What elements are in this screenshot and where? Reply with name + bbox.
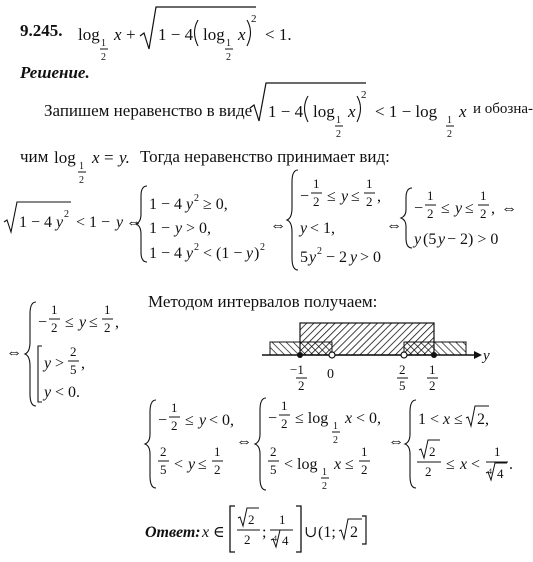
svg-text:< 1 −: < 1 − (76, 214, 111, 231)
svg-text:2: 2 (333, 435, 338, 446)
svg-text:1 − 4: 1 − 4 (149, 245, 183, 262)
svg-text:> 0,: > 0, (186, 220, 212, 237)
svg-text:y.: y. (119, 148, 130, 167)
svg-text:2: 2 (248, 512, 255, 527)
tick-zero: 0 (327, 367, 334, 382)
svg-text:y: y (44, 355, 52, 372)
svg-text:< log: < log (284, 456, 318, 473)
svg-text:2: 2 (70, 344, 77, 359)
svg-text:1: 1 (366, 176, 373, 191)
svg-text:1: 1 (101, 38, 106, 49)
answer-label: Ответ: (145, 524, 201, 541)
svg-text:;: ; (262, 524, 267, 541)
svg-text:2: 2 (322, 481, 327, 492)
svg-text:x: x (114, 25, 122, 44)
svg-text:5: 5 (160, 462, 167, 477)
svg-text:≤: ≤ (454, 411, 463, 428)
svg-text:(5: (5 (423, 231, 437, 248)
svg-text:5: 5 (300, 249, 308, 266)
svg-text:2: 2 (101, 52, 106, 63)
svg-text:x: x (92, 148, 100, 167)
svg-text:≤: ≤ (351, 188, 360, 205)
svg-text:y: y (79, 314, 87, 331)
svg-text:2: 2 (281, 416, 288, 431)
tick-half: 1 (429, 362, 436, 377)
svg-text:2: 2 (429, 378, 436, 393)
svg-text:1: 1 (322, 467, 327, 478)
svg-text:x: x (459, 102, 467, 121)
svg-text:): ) (254, 245, 260, 262)
svg-text:y: y (414, 231, 422, 248)
svg-text:1: 1 (51, 302, 58, 317)
svg-text:2: 2 (160, 444, 167, 459)
svg-text:2: 2 (194, 242, 199, 253)
svg-text:1: 1 (480, 188, 487, 203)
svg-text:>: > (55, 355, 65, 372)
svg-text:< 1,: < 1, (310, 220, 336, 237)
svg-text:⇔: ⇔ (501, 200, 517, 217)
svg-text:⇔: ⇔ (126, 214, 142, 231)
svg-text:≤: ≤ (327, 188, 336, 205)
svg-text:log: log (313, 102, 335, 121)
svg-text:1: 1 (447, 115, 452, 126)
svg-text:4: 4 (273, 534, 277, 543)
svg-text:> 0: > 0 (360, 249, 382, 266)
svg-text:< 0.: < 0. (55, 384, 81, 401)
svg-text:⇔: ⇔ (6, 344, 22, 361)
svg-text:≤: ≤ (345, 456, 354, 473)
svg-text:1: 1 (427, 188, 434, 203)
svg-text:2: 2 (361, 89, 367, 101)
intro-text: Запишем неравенство в виде (44, 101, 253, 120)
svg-text:1: 1 (281, 398, 288, 413)
svg-text:4: 4 (282, 533, 289, 548)
svg-text:≤ log: ≤ log (295, 410, 329, 427)
svg-text:< 0,: < 0, (356, 410, 382, 427)
svg-text:2: 2 (429, 444, 436, 459)
svg-text:x: x (334, 456, 342, 473)
svg-text:−: − (414, 200, 424, 217)
svg-text:≥ 0,: ≥ 0, (203, 196, 228, 213)
svg-text:≤: ≤ (465, 200, 474, 217)
svg-text:⇔: ⇔ (388, 433, 404, 450)
svg-text:y: y (188, 456, 196, 473)
svg-text:−: − (38, 314, 48, 331)
svg-text:− 2: − 2 (326, 249, 348, 266)
svg-text:2: 2 (104, 320, 111, 335)
svg-text:≤: ≤ (89, 314, 98, 331)
svg-text:≤: ≤ (441, 200, 450, 217)
svg-text:y: y (116, 214, 124, 231)
svg-text:1: 1 (79, 161, 84, 172)
intervals-text: Методом интервалов получаем: (148, 292, 378, 311)
svg-text:1 − 4: 1 − 4 (19, 214, 53, 231)
svg-text:5: 5 (70, 362, 77, 377)
svg-text:y: y (341, 188, 349, 205)
svg-text:y: y (438, 231, 446, 248)
svg-text:y: y (309, 249, 317, 266)
svg-text:≤: ≤ (446, 456, 455, 473)
svg-text:1: 1 (313, 176, 320, 191)
svg-text:2: 2 (313, 194, 320, 209)
svg-text:< 0,: < 0, (209, 412, 235, 429)
svg-text:2,: 2, (477, 411, 489, 428)
svg-text:2: 2 (251, 13, 257, 25)
svg-text:⇔: ⇔ (270, 217, 286, 234)
problem-number: 9.245. (20, 21, 63, 40)
svg-text:2: 2 (425, 464, 432, 479)
svg-text:⇔: ⇔ (386, 217, 402, 234)
svg-text:log: log (78, 25, 100, 44)
svg-text:−: − (300, 188, 310, 205)
svg-text:∈: ∈ (213, 524, 225, 541)
svg-text:1 −: 1 − (149, 220, 171, 237)
svg-text:x: x (202, 524, 210, 541)
solution-label: Решение. (20, 63, 90, 82)
svg-text:2: 2 (298, 378, 305, 393)
svg-text:≤: ≤ (65, 314, 74, 331)
tick-minus-half: −1 (290, 362, 304, 377)
svg-text:2: 2 (244, 532, 251, 547)
svg-text:< 1 − log: < 1 − log (375, 102, 438, 121)
svg-text:<: < (471, 456, 481, 473)
svg-text:1: 1 (279, 512, 286, 527)
tick-two-fifths: 2 (399, 362, 406, 377)
svg-text:2: 2 (270, 444, 277, 459)
svg-text:y: y (300, 220, 308, 237)
svg-text:1: 1 (361, 444, 368, 459)
svg-text:< (1 −: < (1 − (203, 245, 243, 262)
svg-text:−: − (158, 412, 168, 429)
line2-end: Тогда неравенство принимает вид: (140, 147, 390, 166)
svg-text:2: 2 (51, 320, 58, 335)
svg-text:⇔: ⇔ (236, 433, 252, 450)
svg-text:4: 4 (497, 466, 504, 481)
svg-text:y: y (186, 196, 194, 213)
svg-text:1 − 4: 1 − 4 (149, 196, 183, 213)
svg-text:1: 1 (333, 421, 338, 432)
svg-text:1: 1 (104, 302, 111, 317)
svg-text:y: y (246, 245, 254, 262)
svg-text:1 <: 1 < (418, 411, 440, 428)
svg-text:,: , (491, 200, 495, 217)
svg-text:x: x (348, 102, 356, 121)
svg-text:≤: ≤ (198, 456, 207, 473)
intro-text-end: и обозна- (473, 101, 533, 117)
svg-text:∪: ∪ (304, 524, 318, 541)
svg-text:≤: ≤ (185, 412, 194, 429)
svg-text:< 1.: < 1. (265, 25, 292, 44)
svg-text:1: 1 (336, 115, 341, 126)
svg-text:log: log (203, 25, 225, 44)
svg-text:1: 1 (494, 444, 501, 459)
svg-text:2: 2 (447, 129, 452, 140)
svg-text:y: y (455, 200, 463, 217)
svg-text:2: 2 (171, 418, 178, 433)
svg-text:2: 2 (350, 524, 358, 541)
svg-text:2: 2 (361, 462, 368, 477)
svg-text:2: 2 (336, 129, 341, 140)
svg-text:4: 4 (488, 467, 492, 476)
line2-start: чим (20, 147, 49, 166)
svg-text:5: 5 (270, 462, 277, 477)
svg-text:y: y (186, 245, 194, 262)
svg-text:y: y (56, 214, 64, 231)
svg-text:,: , (115, 314, 119, 331)
svg-text:2: 2 (317, 246, 322, 257)
svg-text:1: 1 (226, 38, 231, 49)
svg-text:2: 2 (260, 242, 265, 253)
svg-text:x: x (460, 456, 468, 473)
svg-text:2: 2 (226, 52, 231, 63)
svg-text:2: 2 (427, 206, 434, 221)
svg-text:−: − (268, 410, 278, 427)
svg-text:2: 2 (214, 462, 221, 477)
svg-text:1: 1 (214, 444, 221, 459)
svg-text:(1;: (1; (318, 524, 336, 541)
svg-text:2: 2 (64, 209, 69, 220)
svg-text:5: 5 (399, 378, 406, 393)
axis-label: y (483, 348, 490, 364)
svg-text:+: + (126, 25, 136, 44)
svg-text:2: 2 (366, 194, 373, 209)
svg-text:y: y (199, 412, 207, 429)
svg-text:1: 1 (171, 400, 178, 415)
svg-text:x: x (238, 25, 246, 44)
svg-text:1 − 4: 1 − 4 (158, 25, 194, 44)
svg-text:=: = (104, 148, 114, 167)
svg-text:y: y (175, 220, 183, 237)
svg-text:log: log (54, 148, 76, 167)
svg-text:x: x (443, 411, 451, 428)
svg-text:,: , (377, 188, 381, 205)
svg-text:− 2) > 0: − 2) > 0 (447, 231, 499, 248)
svg-text:1 − 4: 1 − 4 (268, 102, 304, 121)
svg-text:2: 2 (79, 175, 84, 186)
svg-text:x: x (345, 410, 353, 427)
svg-text:2: 2 (480, 206, 487, 221)
svg-text:y: y (350, 249, 358, 266)
svg-text:,: , (81, 355, 85, 372)
svg-text:<: < (174, 456, 184, 473)
svg-text:2: 2 (194, 193, 199, 204)
svg-text:.: . (509, 456, 513, 473)
svg-text:y: y (44, 384, 52, 401)
